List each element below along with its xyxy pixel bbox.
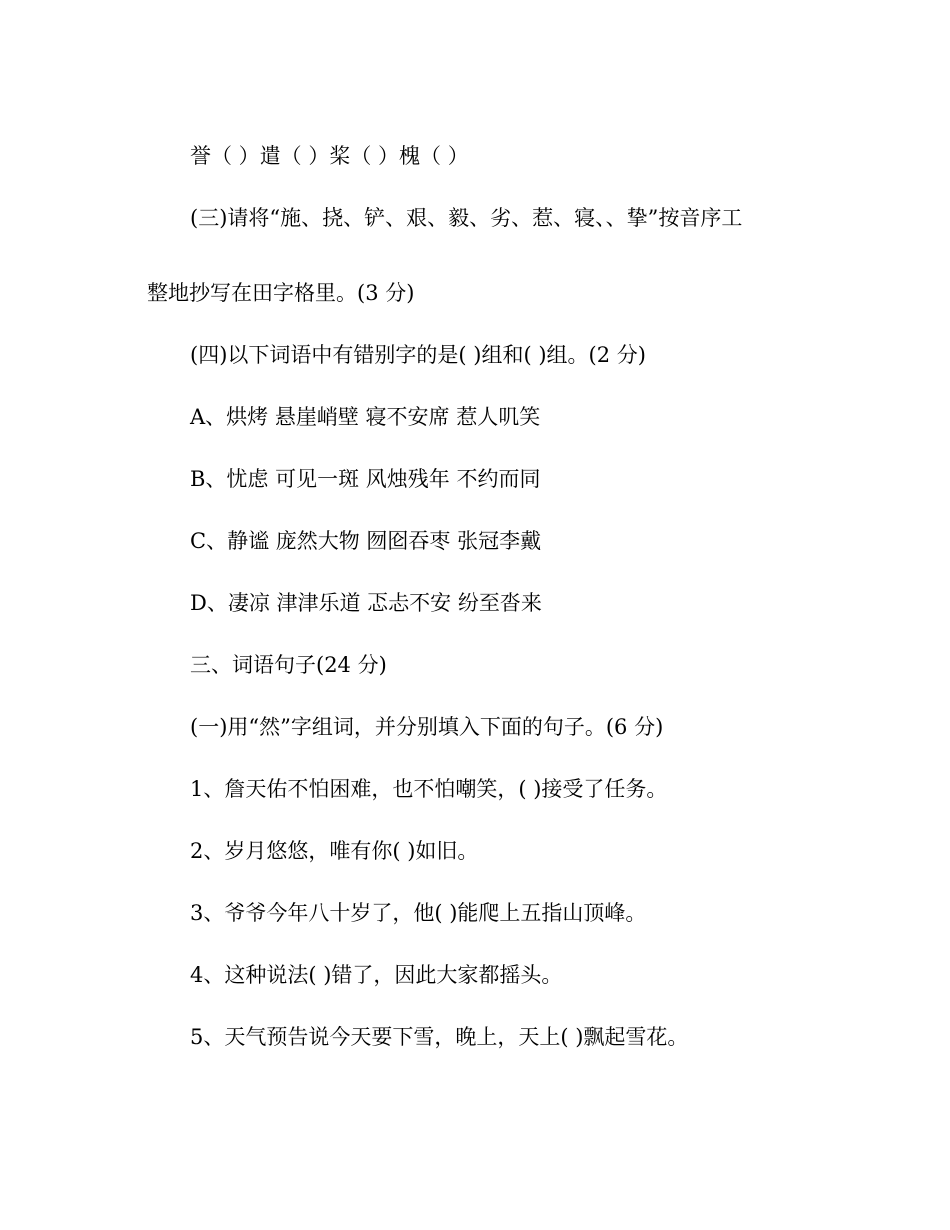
option-d: D、凄凉 津津乐道 忑忐不安 纷至沓来	[190, 591, 542, 615]
sentence-1: 1、詹天佑不怕困难，也不怕嘲笑，( )接受了任务。	[190, 777, 668, 801]
sentence-2: 2、岁月悠悠，唯有你( )如旧。	[190, 839, 479, 863]
option-c: C、静谧 庞然大物 囫囵吞枣 张冠李戴	[190, 529, 542, 553]
question-three-instruction: (三)请将“施、挠、铲、艰、毅、劣、惹、寝、、挚”按音序工	[190, 206, 743, 230]
sentence-4: 4、这种说法( )错了，因此大家都摇头。	[190, 963, 563, 987]
option-a: A、烘烤 悬崖峭壁 寝不安席 惹人叽笑	[190, 405, 541, 429]
char-pronunciation-line: 誉（ ）遣（ ）桨（ ）槐（ ）	[190, 144, 469, 168]
sentence-3: 3、爷爷今年八十岁了，他( )能爬上五指山顶峰。	[190, 901, 647, 925]
sub-question-one-instruction: (一)用“然”字组词，并分别填入下面的句子。(6 分)	[190, 715, 664, 739]
question-three-instruction-continued: 整地抄写在田字格里。(3 分)	[147, 281, 415, 305]
section-three-heading: 三、词语句子(24 分)	[190, 653, 387, 677]
option-b: B、忧虑 可见一斑 风烛残年 不约而同	[190, 467, 541, 491]
sentence-5: 5、天气预告说今天要下雪，晚上，天上( )飘起雪花。	[190, 1025, 689, 1049]
question-four-instruction: (四)以下词语中有错别字的是( )组和( )组。(2 分)	[190, 343, 646, 367]
